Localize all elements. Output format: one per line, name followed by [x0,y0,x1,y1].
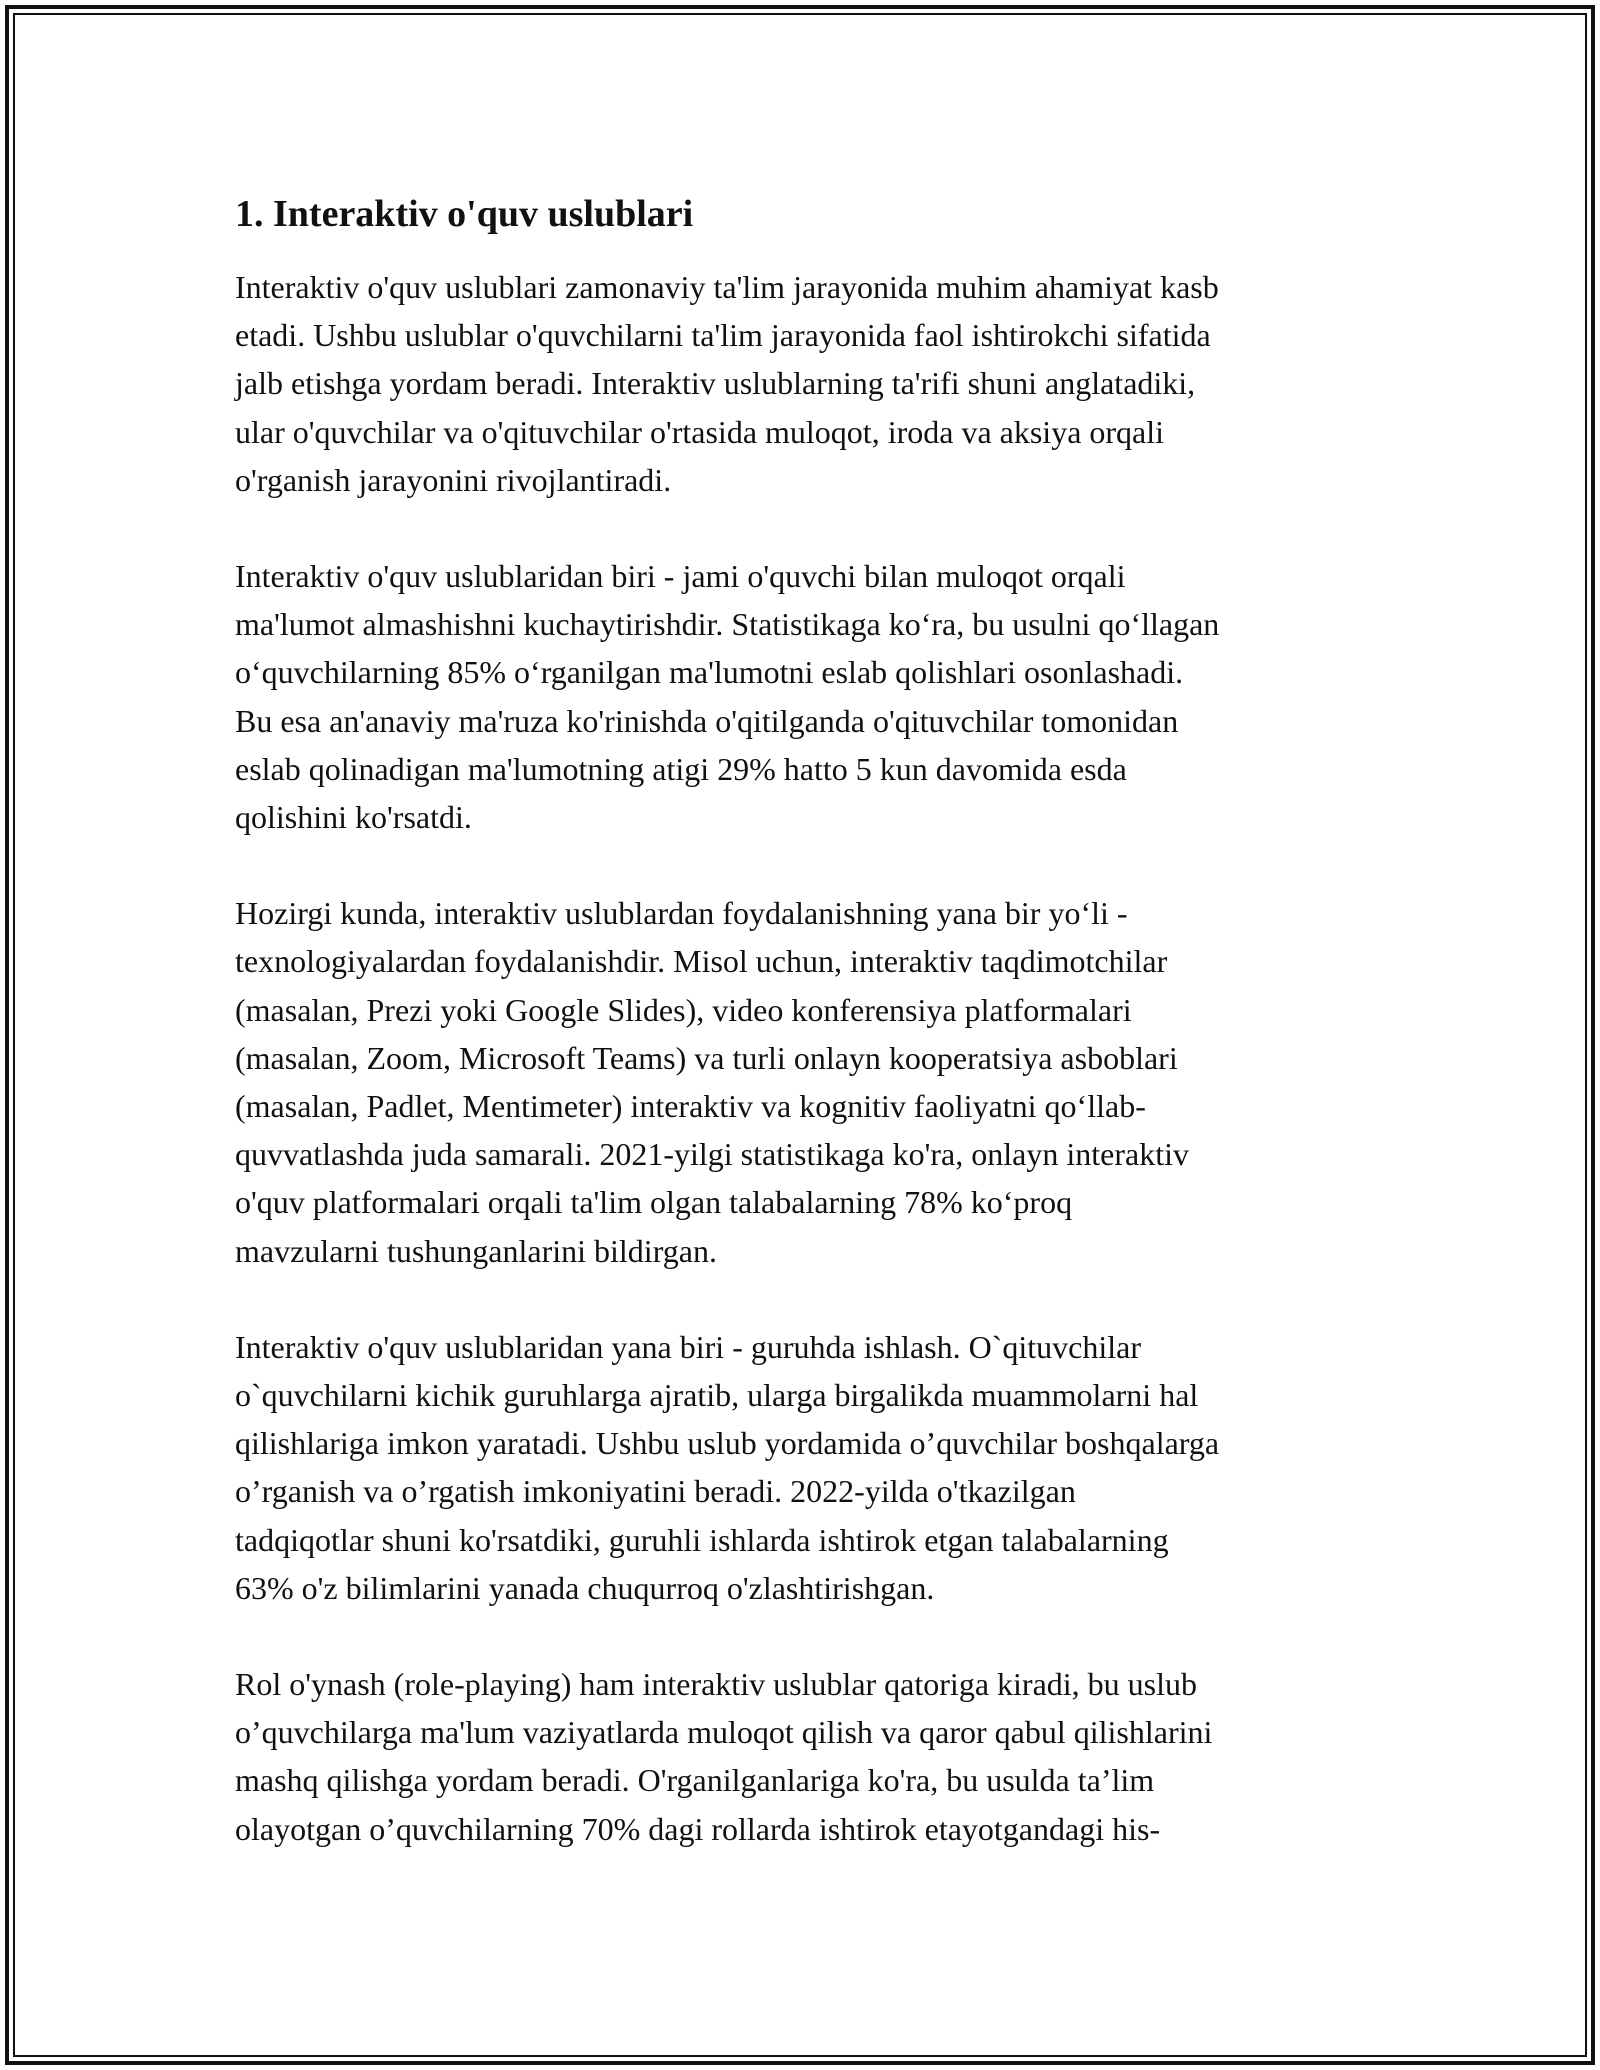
paragraph-role-playing-method: Rol o'ynash (role-playing) ham interaktiv uslublar qatoriga kiradi, bu uslub o’quvchilarga ma'lum vaziyatlarda muloqot qilish va qaror qabul qilishlarini mashq qilishga yordam beradi. O'rganilganlariga ko'ra, bu usulda ta’lim olayotgan o’quvchilarning 70% dagi rollarda ishtirok etayotgandagi his- [235,1666,1213,1847]
document-body [235,190,1385,1853]
section-heading: 1. Interaktiv o'quv uslublari [235,193,694,235]
paragraph-group-work-method: Interaktiv o'quv uslublaridan yana biri - guruhda ishlash. O`qituvchilar o`quvchilarni kichik guruhlarga ajratib, ularga birgalikda muammolarni hal qilishlariga imkon yaratadi. Ushbu uslub yordamida o’quvchilar boshqalarga o’rganish va o’rgatish imkoniyatini beradi. 2022-yilda o'tkazilgan tadqiqotlar shuni ko'rsatdiki, guruhli ishlarda ishtirok etgan talabalarning 63% o'z bilimlarini yanada chuqurroq o'zlashtirishgan. [235,1328,1220,1606]
paragraph-interactive-methods-intro: Interaktiv o'quv uslublari zamonaviy ta'lim jarayonida muhim ahamiyat kasb etadi. Ushbu uslublar o'quvchilarni ta'lim jarayonida faol ishtirokchi sifatida jalb etishga yordam beradi. Interaktiv uslublarning ta'rifi shuni anglatadiki, ular o'quvchilar va o'qituvchilar o'rtasida muloqot, iroda va aksiya orqali o'rganish jarayonini rivojlantiradi. [235,269,1219,498]
paragraph-technology-method: Hozirgi kunda, interaktiv uslublardan foydalanishning yana bir yo‘li - texnologiyalardan foydalanishdir. Misol uchun, interaktiv taqdimotchilar (masalan, Prezi yoki Google Slides), video konferensiya platformalari (masalan, Zoom, Microsoft Teams) va turli onlayn kooperatsiya asboblari (masalan, Padlet, Mentimeter) interaktiv va kognitiv faoliyatni qo‘llab- quvvatlashda juda samarali. 2021-yilgi statistikaga ko'ra, onlayn interaktiv o'quv platformalari orqali ta'lim olgan talabalarning 78% ko‘proq mavzularni tushunganlarini bildirgan. [235,895,1189,1269]
paragraph-communication-method: Interaktiv o'quv uslublaridan biri - jami o'quvchi bilan muloqot orqali ma'lumot almashishni kuchaytirishdir. Statistikaga ko‘ra, bu usulni qo‘llagan o‘quvchilarning 85% o‘rganilgan ma'lumotni eslab qolishlari osonlashadi. Bu esa an'anaviy ma'ruza ko'rinishda o'qitilganda o'qituvchilar tomonidan eslab qolinadigan ma'lumotning atigi 29% hatto 5 kun davomida esda qolishini ko'rsatdi. [235,558,1220,836]
